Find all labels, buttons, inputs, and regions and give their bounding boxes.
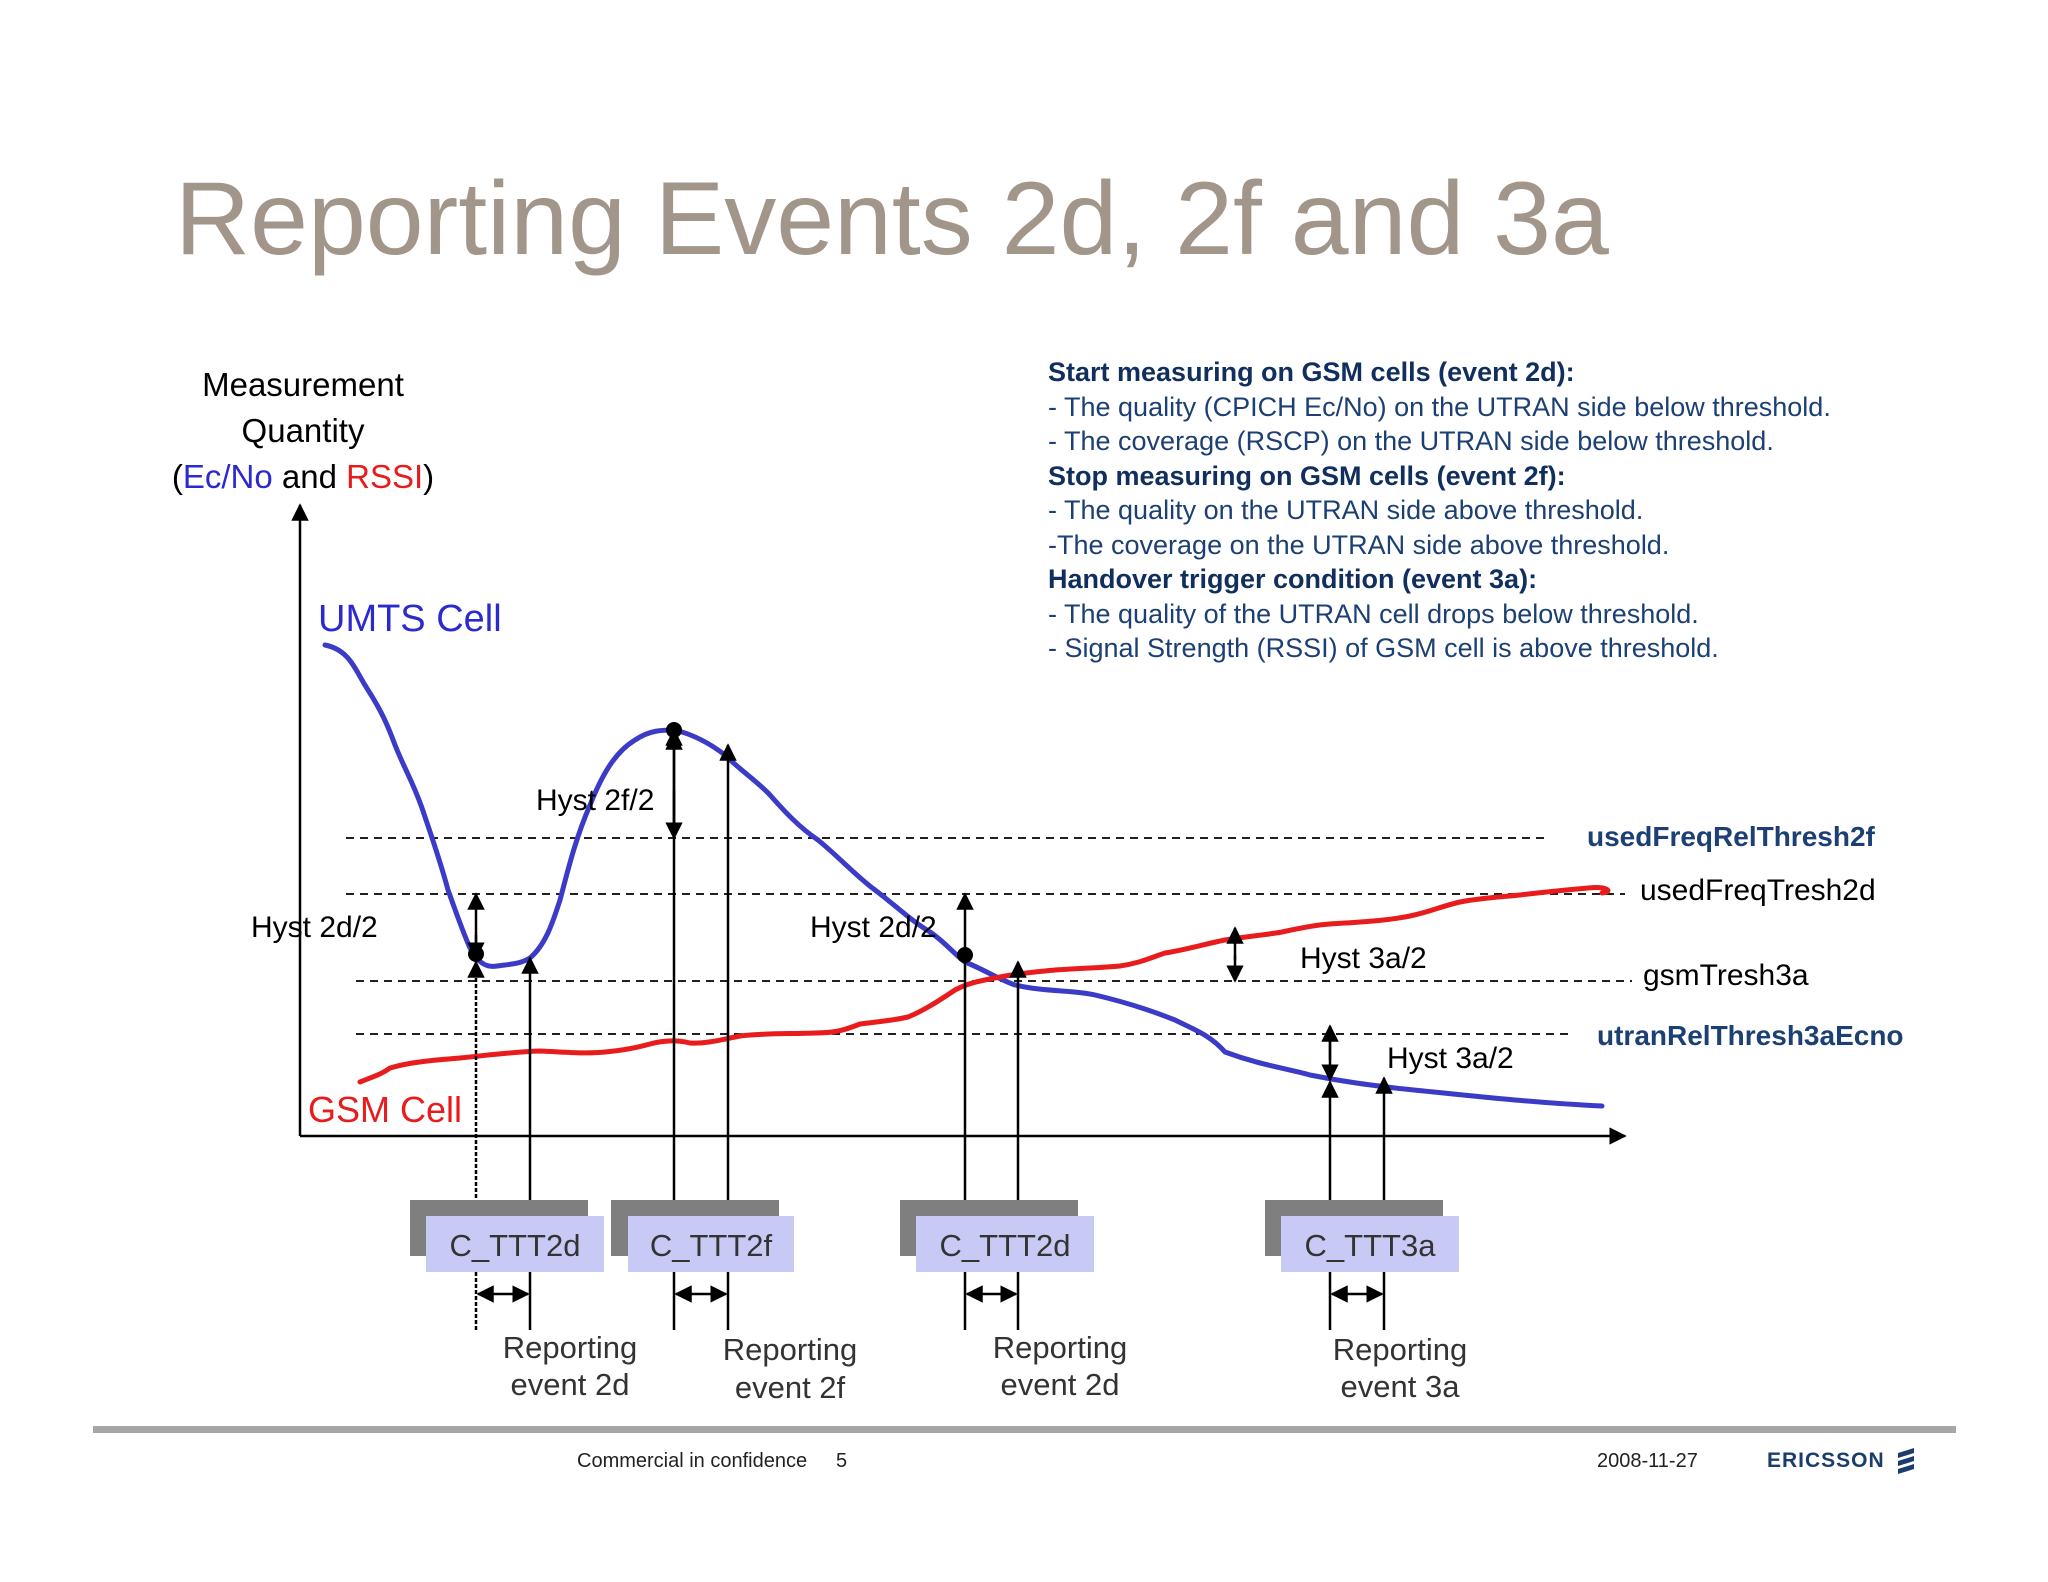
reporting-label-2d-2 (993, 1330, 1127, 1402)
heading-event-3a: Handover trigger condition (event 3a): (1048, 564, 1538, 594)
reporting-line1: Reporting (722, 1332, 858, 1367)
timer-label: C_TTT3a (1304, 1228, 1436, 1263)
hyst-label-2d-left: Hyst 2d/2 (251, 911, 378, 944)
reporting-label-2f (723, 1332, 857, 1405)
y-axis-sublabel (172, 458, 434, 495)
event-description-panel (1048, 355, 1948, 666)
timer-box-2d-1 (410, 1200, 604, 1272)
footer-confidentiality: Commercial in confidence (577, 1450, 808, 1472)
y-axis-label-line1: Measurement (202, 366, 404, 403)
umts-cell-curve (325, 645, 1602, 1106)
paren-open: ( (171, 458, 183, 495)
hyst-label-2f: Hyst 2f/2 (536, 784, 655, 817)
timer-label: C_TTT2d (939, 1228, 1071, 1263)
umts-cell-label: UMTS Cell (318, 598, 502, 640)
reporting-line2: event 2d (1000, 1367, 1120, 1402)
threshold-label-3a-gsm: gsmTresh3a (1643, 959, 1809, 992)
threshold-label-3a-utran: utranRelThresh3aEcno (1597, 1020, 1904, 1051)
slide-title: Reporting Events 2d, 2f and 3a (175, 161, 1609, 277)
event-3a-quality-line: - The quality of the UTRAN cell drops below threshold. (1048, 598, 1699, 629)
reporting-line2: event 3a (1340, 1369, 1460, 1404)
hyst-label-2d-mid: Hyst 2d/2 (810, 911, 937, 944)
threshold-label-2f: usedFreqRelThresh2f (1587, 821, 1875, 852)
reporting-label-2d-1 (503, 1330, 637, 1402)
footer-date: 2008-11-27 (1597, 1450, 1698, 1472)
ericsson-logo-icon (1895, 1447, 1917, 1475)
footer-divider (93, 1426, 1956, 1433)
reporting-line1: Reporting (1332, 1332, 1468, 1367)
footer-page-number: 5 (836, 1450, 848, 1472)
event-2f-coverage-line: -The coverage on the UTRAN side above threshold. (1048, 529, 1670, 560)
heading-event-2d: Start measuring on GSM cells (event 2d): (1048, 357, 1575, 387)
timer-box-2f (611, 1200, 794, 1272)
event-2d-quality-line: - The quality (CPICH Ec/No) on the UTRAN side below threshold. (1048, 391, 1831, 422)
timer-label: C_TTT2d (449, 1228, 581, 1263)
reporting-line1: Reporting (992, 1330, 1128, 1365)
reporting-line2: event 2f (734, 1370, 846, 1405)
gsm-cell-label: GSM Cell (308, 1089, 463, 1130)
timer-box-2d-2 (900, 1200, 1094, 1272)
reporting-line2: event 2d (510, 1367, 630, 1402)
timer-box-3a (1265, 1200, 1459, 1272)
rssi-label: RSSI (346, 458, 424, 495)
reporting-line1: Reporting (502, 1330, 638, 1365)
logo-wordmark: ERICSSON (1767, 1449, 1885, 1472)
and-label: and (272, 458, 347, 495)
hyst-label-3a-upper: Hyst 3a/2 (1300, 942, 1427, 975)
reporting-label-3a (1333, 1332, 1467, 1404)
event-2f-quality-line: - The quality on the UTRAN side above threshold. (1048, 495, 1644, 525)
heading-event-2f: Stop measuring on GSM cells (event 2f): (1048, 460, 1566, 491)
paren-close: ) (423, 458, 435, 495)
event-2d-coverage-line: - The coverage (RSCP) on the UTRAN side below threshold. (1048, 426, 1774, 456)
ecno-label: Ec/No (182, 458, 273, 495)
ericsson-logo (1767, 1447, 1917, 1475)
timer-label: C_TTT2f (649, 1228, 773, 1263)
hyst-label-3a-lower: Hyst 3a/2 (1387, 1042, 1514, 1075)
event-3a-rssi-line: - Signal Strength (RSSI) of GSM cell is above threshold. (1048, 633, 1719, 663)
threshold-label-2d: usedFreqTresh2d (1640, 874, 1876, 907)
y-axis-label-line2: Quantity (241, 412, 365, 449)
